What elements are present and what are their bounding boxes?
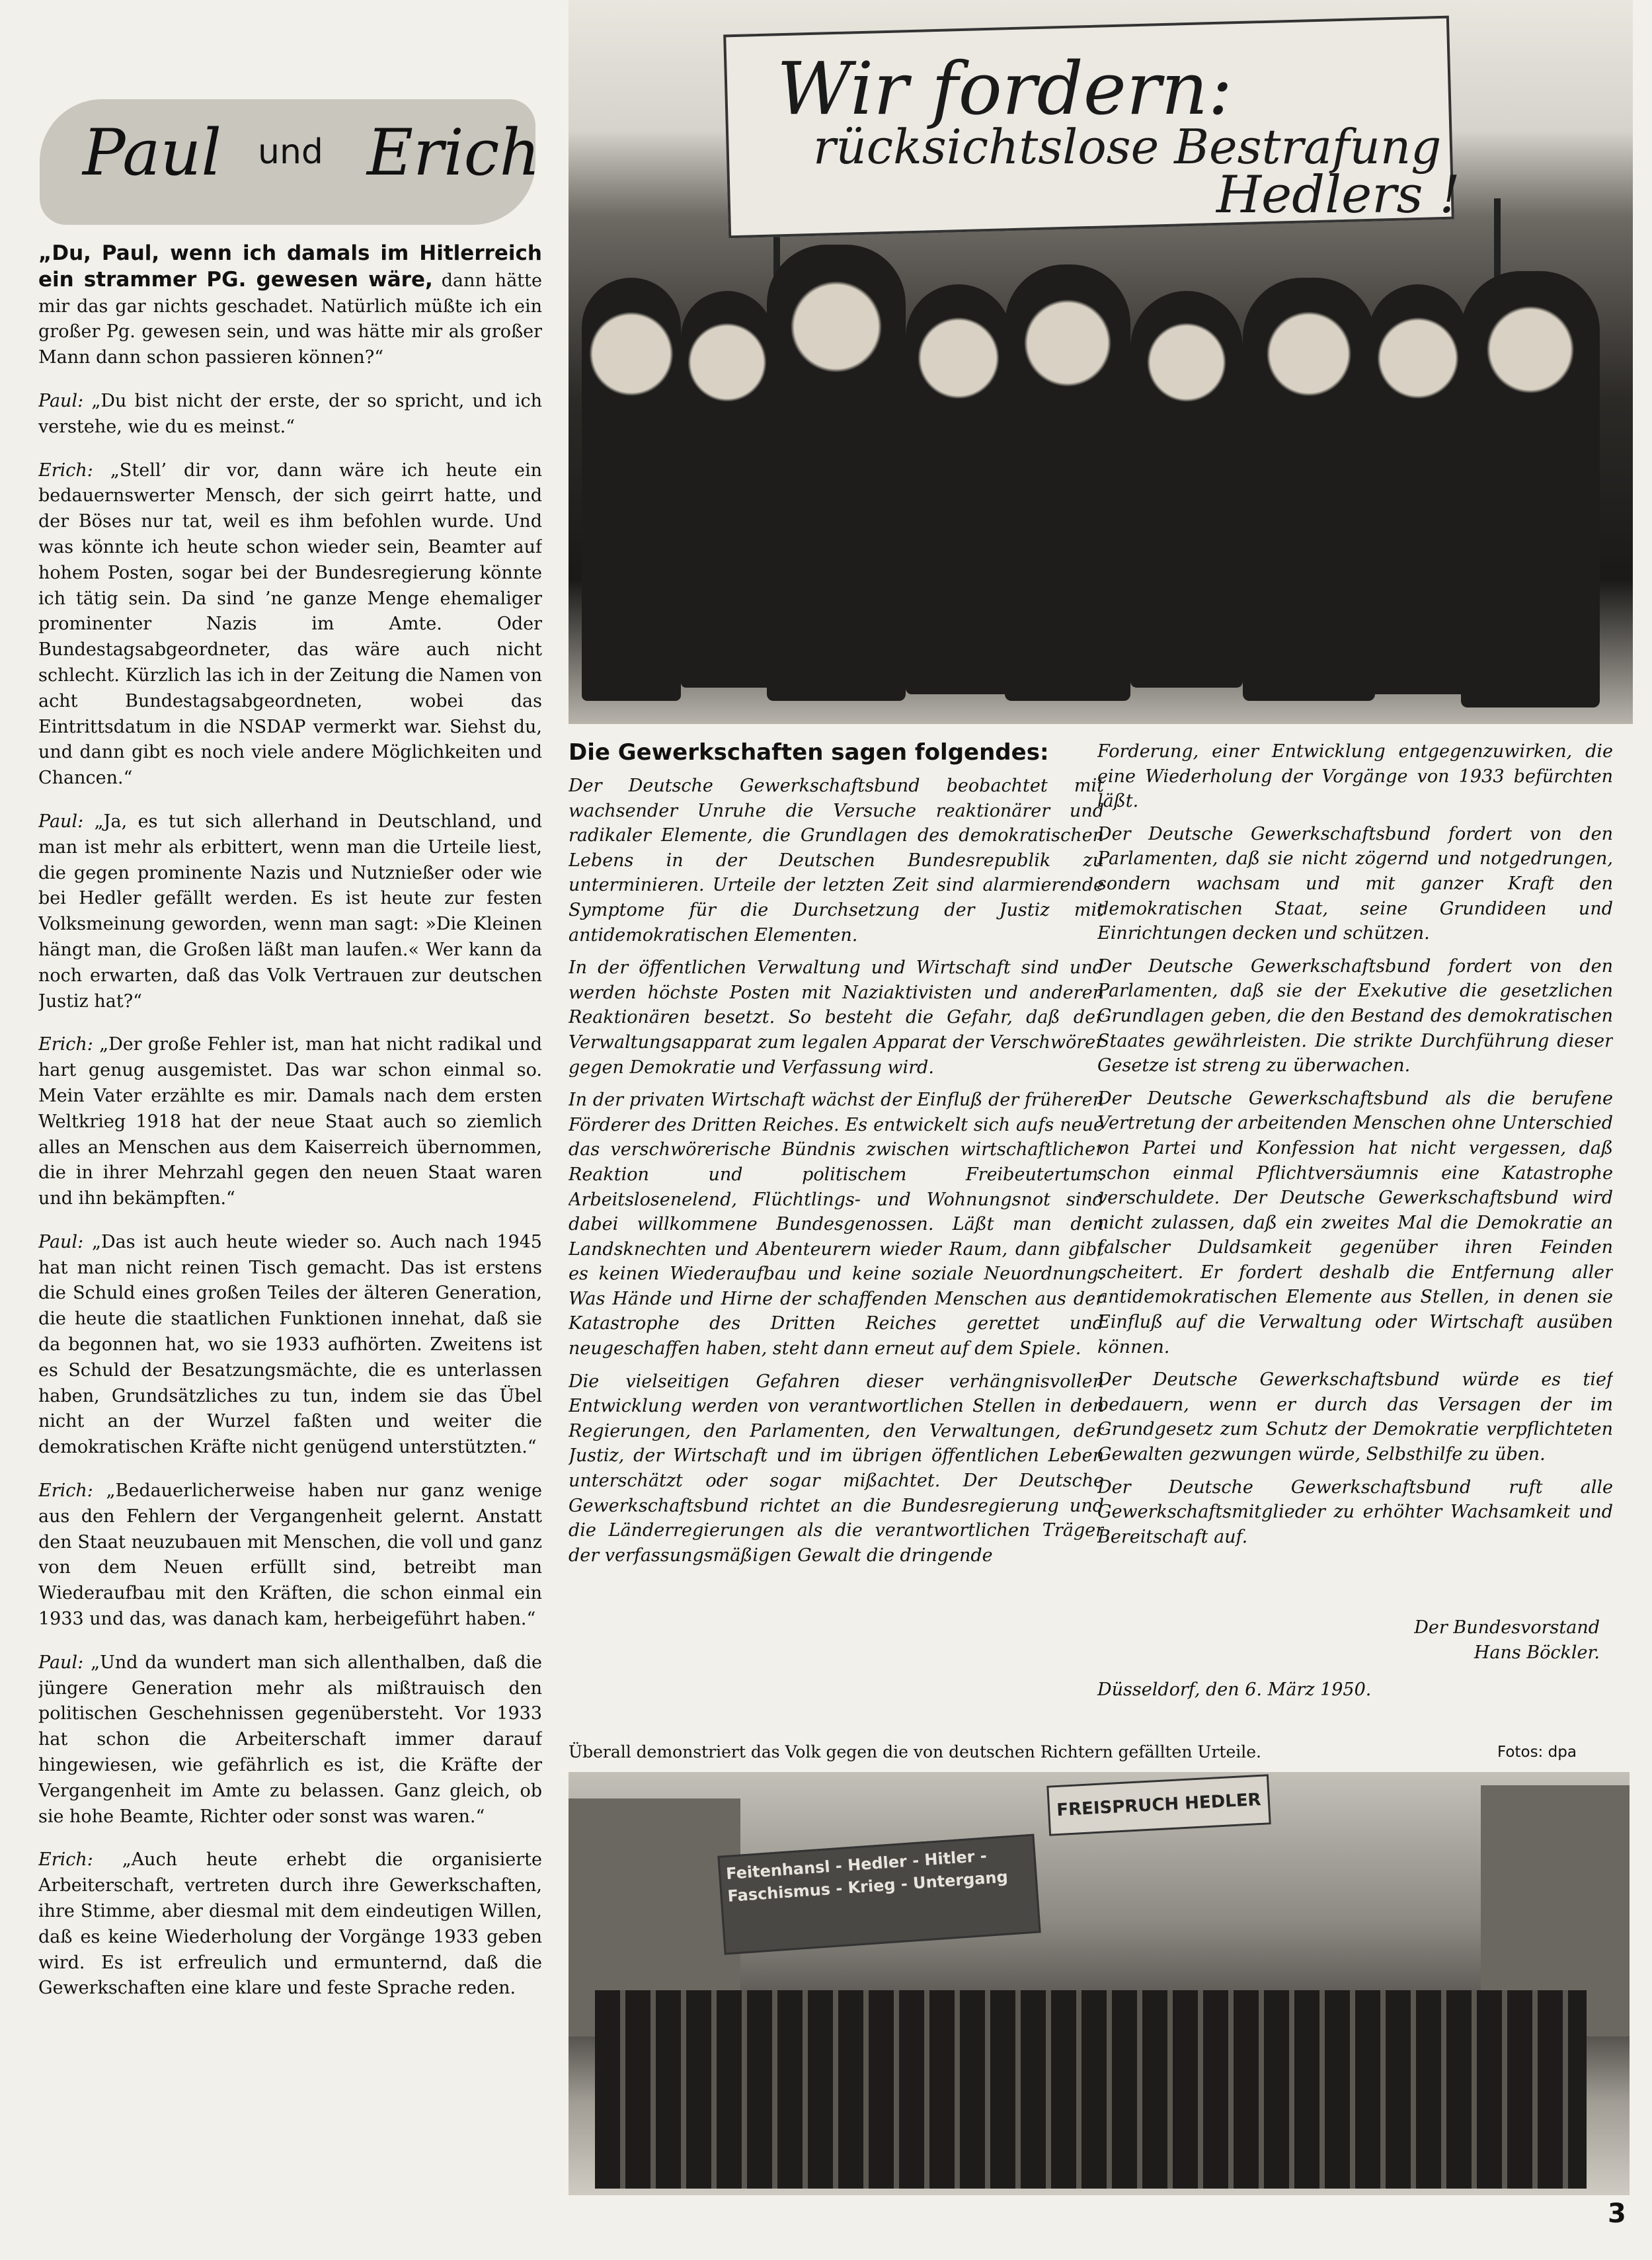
signature-line-1: Der Bundesvorstand [1414,1617,1600,1638]
article-paragraph: Der Deutsche Gewerkschaftsbund fordert von den Parlamenten, daß sie der Exekutive die gesetzlichen Grundlagen geben, die den Bestand des demokratischen Staates gewährleisten. Die strikte Durchführung dieser Gesetze ist streng zu überwachen. [1097,955,1613,1076]
dialogue-paragraph [38,389,542,440]
photo-credit: Fotos: dpa [1497,1744,1577,1761]
title-und: und [258,132,323,172]
demonstration-photo-bottom [569,1772,1630,2195]
dialogue-text: „Und da wundert man sich allenthalben, daß die jüngere Generation mehr als mißtrauisch den politischen Geschehnissen gegenübersteht. Vor 1933 hat schon die Arbeiterschaft immer darauf hingewiesen, wie gefährlich es ist, die Kräfte der Vergangenheit im Amte zu belassen. Ganz gleich, ob sie hohe Beamte, Richter oder sonst was waren.“ [38,1652,542,1827]
speaker-label: Erich: [38,460,93,481]
protester-figure [767,245,906,701]
protester-figure [1461,271,1600,707]
intro-bold: „Du, Paul, wenn ich damals im Hitlerreich ein strammer PG. gewesen wäre, [38,241,542,292]
protester-figure [582,278,681,701]
dialogue-paragraph [38,1847,542,2001]
protester-figure [681,291,773,688]
dialogue-paragraph [38,1650,542,1830]
page-number: 3 [1608,2199,1626,2229]
article-paragraph: Der Deutsche Gewerkschaftsbund würde es tief bedauern, wenn er durch das Versagen der im Grundgesetz zum Schutz der Demokratie verpflichteten Gewalten gezwungen würde, Selbsthilfe zu üben. [1097,1369,1613,1465]
article-heading: Die Gewerkschaften sagen folgendes: [569,739,1049,766]
title-erich: Erich [367,116,541,190]
dialogue-intro [38,241,542,371]
title-paul: Paul [83,116,222,190]
dialogue-text: „Der große Fehler ist, man hat nicht radikal und hart genug ausgemistet. Das war schon einmal so. Mein Vater erzählte es mir. Damals nach dem ersten Weltkrieg 1918 hat der neue Staat auch so ziemlich alles an Menschen aus dem Kaiserreich übernommen, die in ihrer Mehrzahl gegen den neuen Staat waren und ihn bekämpften.“ [38,1034,542,1209]
dialogue-paragraph [38,1032,542,1212]
dialogue-text: „Ja, es tut sich allerhand in Deutschland, und man ist mehr als erbittert, wenn man die Urteile liest, die gegen prominente Nazis und Nutznießer oder wie bei Hedler gefällt werden. Es ist heute zur festen Volksmeinung geworden, wenn man sagt: »Die Kleinen hängt man, die Großen läßt man laufen.« Wer kann da noch erwarten, daß das Volk Vertrauen zur deutschen Justiz hat?“ [38,811,542,1012]
signature-line-2: Hans Böckler. [1474,1642,1600,1663]
article-signature [1302,1615,1600,1666]
speaker-label: Paul: [38,390,84,411]
article-dateline: Düsseldorf, den 6. März 1950. [1097,1679,1372,1700]
speaker-label: Erich: [38,1034,93,1055]
dialogue-text: „Stell’ dir vor, dann wäre ich heute ein bedauernswerter Mensch, der sich geirrt hatte, und der Böses nur tat, weil es ihm befohlen wurde. Und was könnte ich heute schon wieder sein, Beamter auf hohem Posten, sogar bei der Bundesregierung könnte ich tätig sein. Da sind ’ne ganze Menge ehemaliger prominenter Nazis im Amte. Oder Bundestagsabgeordneter, das wäre auch nicht schlecht. Kürzlich las ich in der Zeitung die Namen von acht Bundestagsabgeordneten, wobei das Eintrittsdatum in die NSDAP vermerkt war. Siehst du, und dann gibt es noch viele andere Möglichkeiten und Chancen.“ [38,460,542,789]
article-paragraph: Die vielseitigen Gefahren dieser verhängnisvollen Entwicklung werden von verantwortlichen Stellen in den Regierungen, den Parlamenten, den Verwaltungen, der Justiz, der Wirtschaft und im übrigen öffentlichen Leben unterschätzt oder sogar mißachtet. Der Deutsche Gewerkschaftsbund richtet an die Bundesregierung und die Länderregierungen als die verantwortlichen Träger der verfassungsmäßigen Gewalt die dringende [569,1371,1104,1566]
banner-text-line3: Hedlers ! [1216,165,1460,225]
protester-figure [1368,284,1468,694]
dialogue-text: „Bedauerlicherweise haben nur ganz wenige aus den Fehlern der Vergangenheit gelernt. Anstatt den Staat neuzubauen mit Menschen, die voll und ganz von dem Neuen erfüllt sind, betreibt man Wiederaufbau mit den Kräften, die schon einmal ein 1933 und das, was danach kam, herbeigeführt haben.“ [38,1480,542,1630]
protester-figure [1130,291,1243,688]
speaker-label: Paul: [38,1652,84,1673]
speaker-label: Erich: [38,1480,93,1502]
article-paragraph: In der öffentlichen Verwaltung und Wirtschaft sind und werden höchste Posten mit Naziaktivisten und anderen Reaktionären besetzt. So besteht die Gefahr, daß der Verwaltungsapparat zum legalen Apparat der Verschwörer gegen Demokratie und Verfassung wird. [569,957,1104,1078]
article-paragraph: Der Deutsche Gewerkschaftsbund fordert von den Parlamenten, daß sie nicht zögernd und notgedrungen, sondern wachsam und mit ganzer Kraft den demokratischen Staat, seine Grundideen und Einrichtungen decken und schützen. [1097,823,1613,944]
banner-text-line1: Wir fordern: [777,46,1233,131]
protester-figure [906,284,1011,694]
banner-text-line2: rücksichtslose Bestrafung [813,119,1442,175]
protester-figure [1243,278,1375,701]
speaker-label: Paul: [38,811,84,832]
article-paragraph: Der Deutsche Gewerkschaftsbund beobachtet mit wachsender Unruhe die Versuche reaktionärer und radikaler Elemente, die Grundlagen des demokratischen Lebens in der Deutschen Bundesrepublik zu unterminieren. Urteile der letzten Zeit sind alarmierende Symptome für die Durchsetzung der Justiz mit antidemokratischen Elementen. [569,776,1104,946]
article-paragraph: Forderung, einer Entwicklung entgegenzuwirken, die eine Wiederholung der Vorgänge von 1933 befürchten läßt. [1097,741,1613,812]
dialogue-text: „Du bist nicht der erste, der so spricht, und ich verstehe, wie du es meinst.“ [38,390,542,437]
dialogue-paragraph [38,1230,542,1461]
marching-crowd [595,1990,1587,2189]
dialogue-column [38,241,542,2218]
article-paragraph: Der Deutsche Gewerkschaftsbund als die berufene Vertretung der arbeitenden Menschen ohne Unterschied von Partei und Konfession hat nicht vergessen, daß schon einmal Pflichtversäumnis eine Katastrophe verschuldete. Der Deutsche Gewerkschaftsbund wird nicht zulassen, daß ein zweites Mal die Demokratie an falscher Duldsamkeit gegenüber ihren Feinden scheitert. Er fordert deshalb die Entfernung aller antidemokratischen Elemente aus Stellen, in denen sie Einfluß auf die Verwaltung oder Wirtschaft ausüben können. [1097,1088,1613,1357]
protest-sign-hedler: FREISPRUCH HEDLER [1046,1774,1271,1836]
dialogue-paragraph [38,1478,542,1633]
protester-figure [1005,264,1130,701]
speaker-label: Paul: [38,1231,84,1252]
article-column-2 [1097,739,1613,1711]
dialogue-text: „Das ist auch heute wieder so. Auch nach 1945 hat man nicht reinen Tisch gemacht. Das ist erstens die Schuld eines großen Teiles der älteren Generation, die heute die staatlichen Funktionen innehat, daß sie da begonnen hat, wo sie 1933 aufhörten. Zweitens ist es Schuld der Besatzungsmächte, die es unterlassen haben, Grundsätzliches zu tun, indem sie das Übel nicht an der Wurzel faßten und weiter die demokratischen Kräfte nicht genügend unterstützten.“ [38,1231,542,1458]
speaker-label: Erich: [38,1849,93,1871]
dialogue-text: „Auch heute erhebt die organisierte Arbeiterschaft, vertreten durch ihre Gewerkschaften, ihre Stimme, aber diesmal mit dem eindeutigen Willen, daß es keine Wiederholung der Vorgänge 1933 geben wird. Es ist erfreulich und ermunternd, daß die Gewerkschaften eine klare und feste Sprache reden. [38,1849,542,1999]
article-paragraph: In der privaten Wirtschaft wächst der Einfluß der früheren Förderer des Dritten Reiches. Es entwickelt sich aufs neue das verschwörerische Bündnis zwischen wirtschaftlicher Reaktion und politischem Freibeutertum. Arbeitslosenelend, Flüchtlings- und Wohnungsnot sind dabei willkommene Bundesgenossen. Läßt man den Landsknechten und Abenteurern wieder Raum, dann gibt es keinen Wiederaufbau und keine soziale Neuordnung. Was Hände und Hirne der schaffenden Menschen aus der Katastrophe des Dritten Reiches gerettet und neugeschaffen haben, steht dann erneut auf dem Spiele. [569,1090,1104,1359]
protest-sign-fascism: Feitenhansl - Hedler - Hitler - Faschismus - Krieg - Untergang [717,1834,1041,1955]
article-paragraph: Der Deutsche Gewerkschaftsbund ruft alle Gewerkschaftsmitglieder zu erhöhter Wachsamkeit und Bereitschaft auf. [1097,1476,1613,1547]
article-column-1 [569,774,1104,1713]
photo-caption: Überall demonstriert das Volk gegen die von deutschen Richtern gefällten Urteile. [569,1742,1261,1761]
dialogue-paragraph [38,809,542,1014]
intro-rest: dann hätte mir das gar nichts geschadet. Natürlich müßte ich ein großer Pg. gewesen sein, und was hätte mir als großer Mann dann schon passieren können?“ [38,270,542,368]
dialogue-paragraph [38,458,542,791]
